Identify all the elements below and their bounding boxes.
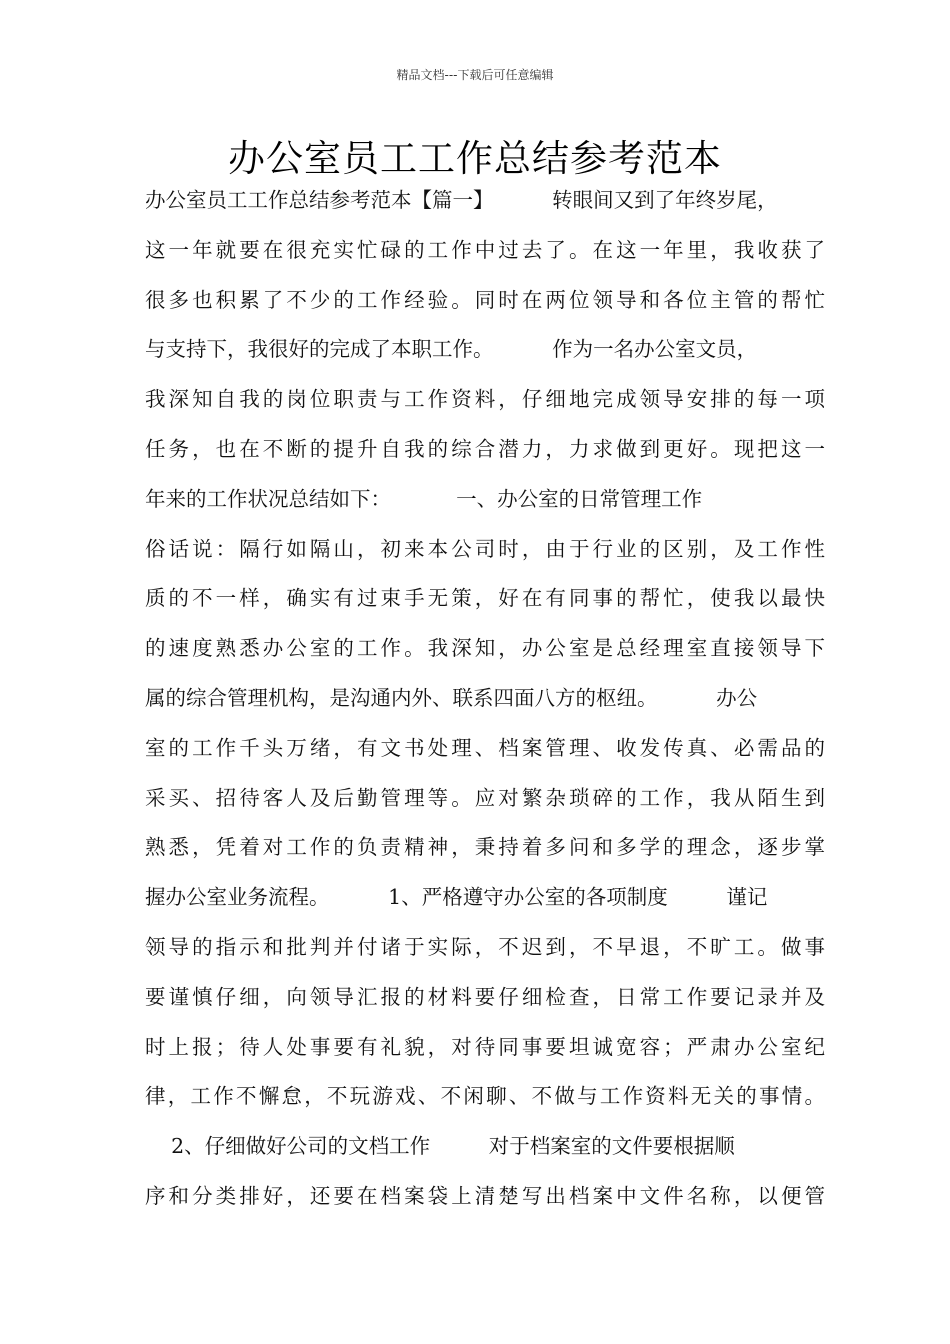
body-line: 时上报；待人处事要有礼貌，对待同事要坦诚宽容；严肃办公室纪 — [145, 1034, 825, 1059]
body-line: 属的综合管理机构，是沟通内外、联系四面八方的枢纽。 办公 — [145, 685, 758, 710]
body-line: 质的不一样，确实有过束手无策，好在有同事的帮忙，使我以最快 — [145, 586, 825, 611]
document-body — [145, 182, 825, 1228]
body-line: 我深知自我的岗位职责与工作资料，仔细地完成领导安排的每一项 — [145, 387, 825, 412]
body-line: 序和分类排好，还要在档案袋上清楚写出档案中文件名称，以便管 — [145, 1183, 825, 1208]
body-line: 采买、招待客人及后勤管理等。应对繁杂琐碎的工作，我从陌生到 — [145, 785, 825, 810]
body-line: 的速度熟悉办公室的工作。我深知，办公室是总经理室直接领导下 — [145, 636, 825, 661]
body-line: 握办公室业务流程。 1、严格遵守办公室的各项制度 谨记 — [145, 885, 768, 910]
body-line: 俗话说：隔行如隔山，初来本公司时，由于行业的区别，及工作性 — [145, 536, 825, 561]
document-title: 办公室员工工作总结参考范本 — [228, 137, 722, 180]
body-line: 与支持下，我很好的完成了本职工作。 作为一名办公室文员， — [145, 337, 758, 362]
body-line: 室的工作千头万绪，有文书处理、档案管理、收发传真、必需品的 — [145, 735, 825, 760]
body-line: 任务，也在不断的提升自我的综合潜力，力求做到更好。现把这一 — [145, 436, 825, 461]
header-note: 精品文档---下载后可任意编辑 — [396, 68, 554, 82]
body-line: 办公室员工工作总结参考范本【篇一】 转眼间又到了年终岁尾， — [145, 188, 778, 212]
body-line: 律，工作不懈怠，不玩游戏、不闲聊、不做与工作资料无关的事情。 — [145, 1084, 825, 1109]
body-line: 2、仔细做好公司的文档工作 对于档案室的文件要根据顺 — [145, 1134, 735, 1159]
body-line: 熟悉，凭着对工作的负责精神，秉持着多问和多学的理念，逐步掌 — [145, 835, 825, 860]
body-line: 这一年就要在很充实忙碌的工作中过去了。在这一年里，我收获了 — [145, 237, 825, 262]
body-line: 要谨慎仔细，向领导汇报的材料要仔细检查，日常工作要记录并及 — [145, 984, 825, 1009]
body-line: 很多也积累了不少的工作经验。同时在两位领导和各位主管的帮忙 — [145, 287, 825, 312]
body-line: 领导的指示和批判并付诸于实际，不迟到，不早退，不旷工。做事 — [145, 934, 825, 959]
body-line: 年来的工作状况总结如下： 一、办公室的日常管理工作 — [145, 486, 703, 511]
